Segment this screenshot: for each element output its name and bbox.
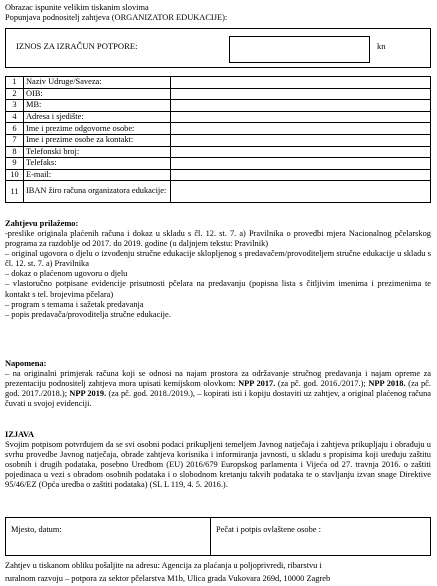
field-label: Telefonski broj: xyxy=(24,146,171,158)
row-number: 3 xyxy=(6,100,24,112)
oib-field[interactable] xyxy=(171,88,431,100)
row-number: 6 xyxy=(6,123,24,135)
row-number: 4 xyxy=(6,111,24,123)
attachment-item: – vlastoručno potpisane evidencije prisutnosti pčelara na predavanju (popisna lista s čitljivim imenima i prezimenima te kontakt s tel. brojevima pčelara) xyxy=(5,279,431,299)
table-row xyxy=(6,169,431,181)
signature-divider xyxy=(210,517,211,556)
table-row xyxy=(6,88,431,100)
row-number: 9 xyxy=(6,158,24,170)
attachments-section xyxy=(5,219,431,320)
mb-field[interactable] xyxy=(171,100,431,112)
attachment-item: -preslike originala plaćenih računa i dokaz u skladu s čl. 12. st. 7. a) Pravilnika o provedbi mjera Nacionalnog pčelarskog programa za razdoblje od 2017. do 2019. godine (u daljnjem tekstu: Pravilnik) xyxy=(5,229,431,249)
applicant-data-table xyxy=(5,76,431,203)
table-row xyxy=(6,100,431,112)
field-label: IBAN žiro računa organizatora edukacije: xyxy=(24,181,171,203)
field-label: Ime i prezime osobe za kontakt: xyxy=(24,134,171,146)
table-row xyxy=(6,134,431,146)
table-row xyxy=(6,158,431,170)
field-label: OIB: xyxy=(24,88,171,100)
row-number: 7 xyxy=(6,134,24,146)
place-date-field[interactable]: Mjesto, datum: xyxy=(11,525,62,534)
email-field[interactable] xyxy=(171,169,431,181)
row-number: 1 xyxy=(6,77,24,89)
address-field[interactable] xyxy=(171,111,431,123)
signature-section xyxy=(5,517,431,556)
amount-label: IZNOS ZA IZRAČUN POTPORE: xyxy=(16,41,138,51)
field-label: E-mail: xyxy=(24,169,171,181)
note-heading: Napomena: xyxy=(5,359,47,368)
instruction-text: Obrazac ispunite velikim tiskanim slovima xyxy=(5,3,149,12)
field-label: MB: xyxy=(24,100,171,112)
row-number: 2 xyxy=(6,88,24,100)
stamp-signature-field[interactable]: Pečat i potpis ovlaštene osobe : xyxy=(216,525,321,534)
footer-address-line: ruralnom razvoju – potpora za sektor pčelarstva M1b, Ulica grada Vukovara 269d, 10000 Zagreb xyxy=(5,574,331,583)
attachment-item: – original ugovora o djelu o izvođenju stručne edukacije sklopljenog s predavačem/provoditeljem stručne edukacije u skladu s čl. 12. st. 7. a) Pravilnika xyxy=(5,249,431,269)
attachment-item: – dokaz o plaćenom ugovoru o djelu xyxy=(5,269,128,279)
table-row xyxy=(6,123,431,135)
field-label: Adresa i sjedište: xyxy=(24,111,171,123)
applicant-heading: Popunjava podnositelj zahtjeva (ORGANIZATOR EDUKACIJE): xyxy=(5,13,228,22)
amount-unit: kn xyxy=(377,42,386,51)
note-text: – na originalni primjerak računa koji se odnosi na najam prostora za održavanje stručnog predavanja i najam opreme za prezentaciju podnositelj zahtjeva mora upisati kemijskom olovkom: NPP 2017. (za pč. god. 2016./2017.); NPP 2018. (za pč. god. 2017./2018.); NPP 2019. (za pč. god. 2018./2019.), – kopirati isti i kopiju dostaviti uz zahtjev, a original plaćenog računa čuvati u svojoj evidenciji. xyxy=(5,369,431,409)
fax-field[interactable] xyxy=(171,158,431,170)
table-row xyxy=(6,111,431,123)
footer-address-line: Zahtjev u tiskanom obliku pošaljite na adresu: Agencija za plaćanja u poljoprivredi, ribarstvu i xyxy=(5,561,322,570)
note-section xyxy=(5,359,431,409)
row-number: 10 xyxy=(6,169,24,181)
statement-text: Svojim potpisom potvrđujem da se svi osobni podaci prikupljeni temeljem Javnog natječaja i zahtjeva prikupljaju i obrađuju u svrhu provedbe Javnog natječaja, obrade zahtjeva korisnika i informiranja javnosti, u skladu s propisima koji uređuju zaštitu osobnih i drugih podataka, posebno Uredbom (EU) 2016/679 Europskog parlamenta i Vijeća od 27. travnja 2016. o zaštiti pojedinaca u vezi s obradom osobnih podataka i o slobodnom kretanju takvih podataka te o stavljanju izvan snage Direktive 95/46/EZ (Opća uredba o zaštiti podataka) (SL L 119, 4. 5. 2016.). xyxy=(5,440,431,490)
organization-name-field[interactable] xyxy=(171,77,431,89)
amount-input[interactable] xyxy=(229,36,370,63)
iban-field[interactable] xyxy=(171,181,431,203)
row-number: 11 xyxy=(6,181,24,203)
responsible-person-field[interactable] xyxy=(171,123,431,135)
contact-person-field[interactable] xyxy=(171,134,431,146)
field-label: Telefaks: xyxy=(24,158,171,170)
table-row xyxy=(6,146,431,158)
field-label: Ime i prezime odgovorne osobe: xyxy=(24,123,171,135)
attachment-item: – program s temama i sažetak predavanja xyxy=(5,299,144,309)
field-label: Naziv Udruge/Saveza: xyxy=(24,77,171,89)
phone-field[interactable] xyxy=(171,146,431,158)
attachment-item: – popis predavača/provoditelja stručne edukacije. xyxy=(5,309,171,319)
row-number: 8 xyxy=(6,146,24,158)
statement-section xyxy=(5,430,431,490)
table-row xyxy=(6,77,431,89)
statement-heading: IZJAVA xyxy=(5,430,35,439)
attachments-heading: Zahtjevu prilažemo: xyxy=(5,219,79,228)
table-row xyxy=(6,181,431,203)
